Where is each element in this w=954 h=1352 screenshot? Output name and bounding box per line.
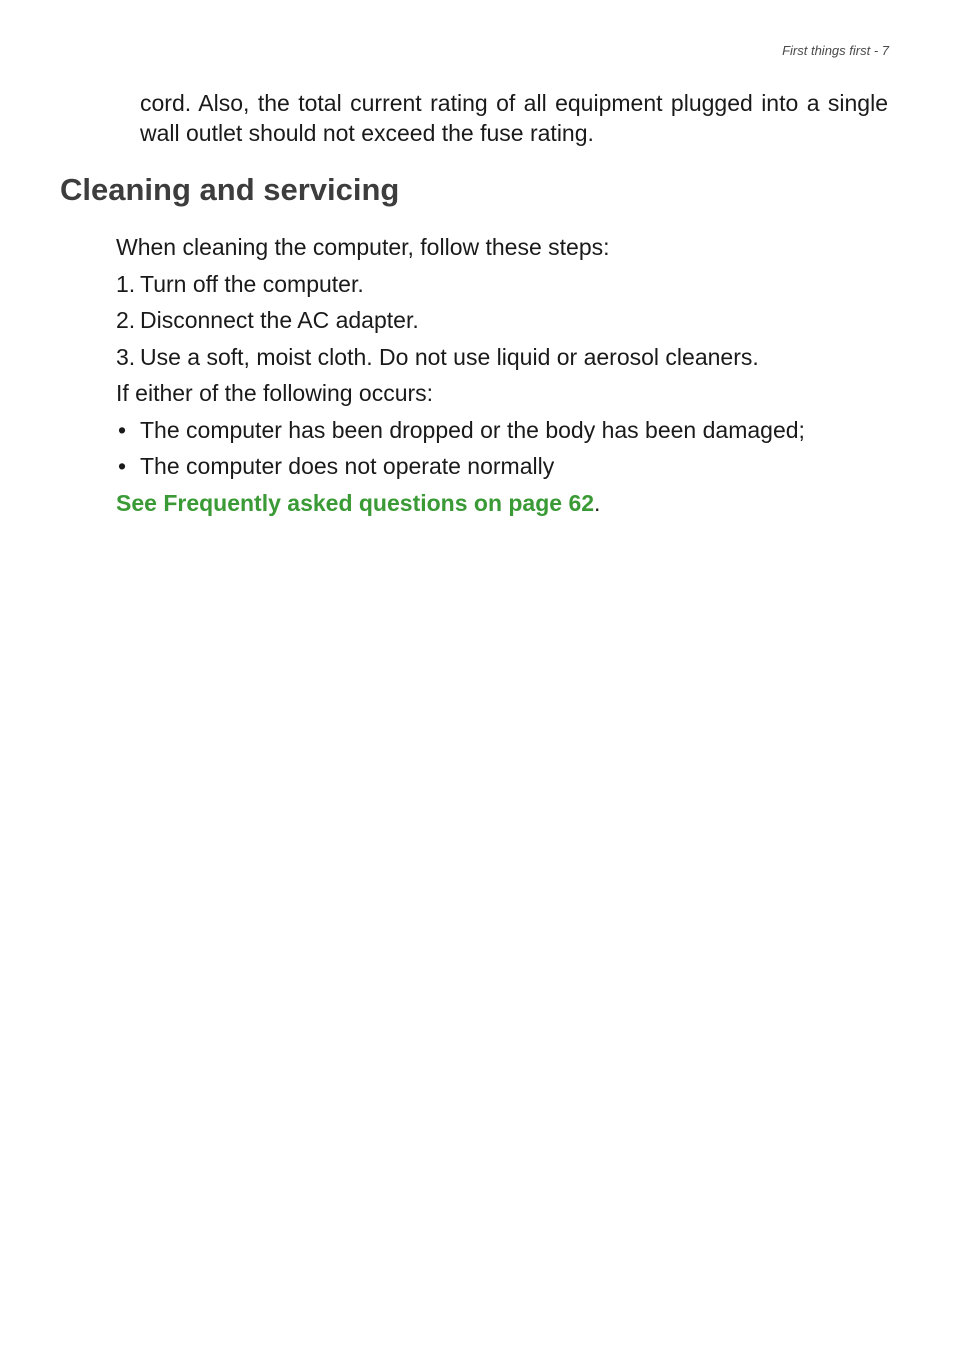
bullet-icon: • bbox=[118, 453, 127, 479]
step-text: Use a soft, moist cloth. Do not use liquid or aerosol cleaners. bbox=[140, 343, 759, 370]
running-header: First things first - 7 bbox=[782, 43, 889, 58]
step-number: 2. bbox=[116, 307, 136, 333]
step-number: 3. bbox=[116, 343, 136, 370]
continued-paragraph: cord. Also, the total current rating of all equipment plugged into a single wall outlet should not exceed the fuse rating. bbox=[140, 90, 888, 146]
step-text: Disconnect the AC adapter. bbox=[140, 307, 419, 333]
step-item bbox=[116, 267, 896, 304]
bullet-text: The computer does not operate normally bbox=[140, 453, 555, 479]
bullet-icon: • bbox=[118, 416, 127, 443]
step-text: Turn off the computer. bbox=[140, 270, 364, 297]
conditions-intro: If either of the following occurs: bbox=[116, 380, 434, 406]
bullet-item bbox=[116, 413, 896, 450]
step-item bbox=[116, 340, 896, 377]
faq-link[interactable]: See Frequently asked questions on page 62 bbox=[116, 489, 595, 516]
step-item bbox=[116, 303, 896, 340]
link-suffix: . bbox=[594, 489, 601, 516]
cross-reference bbox=[116, 486, 896, 523]
step-number: 1. bbox=[116, 270, 136, 297]
section-title: Cleaning and servicing bbox=[60, 172, 400, 207]
bullet-text: The computer has been dropped or the body has been damaged; bbox=[140, 416, 805, 443]
bullet-item bbox=[116, 449, 896, 486]
section-body bbox=[116, 230, 896, 522]
steps-intro: When cleaning the computer, follow these steps: bbox=[116, 234, 610, 260]
